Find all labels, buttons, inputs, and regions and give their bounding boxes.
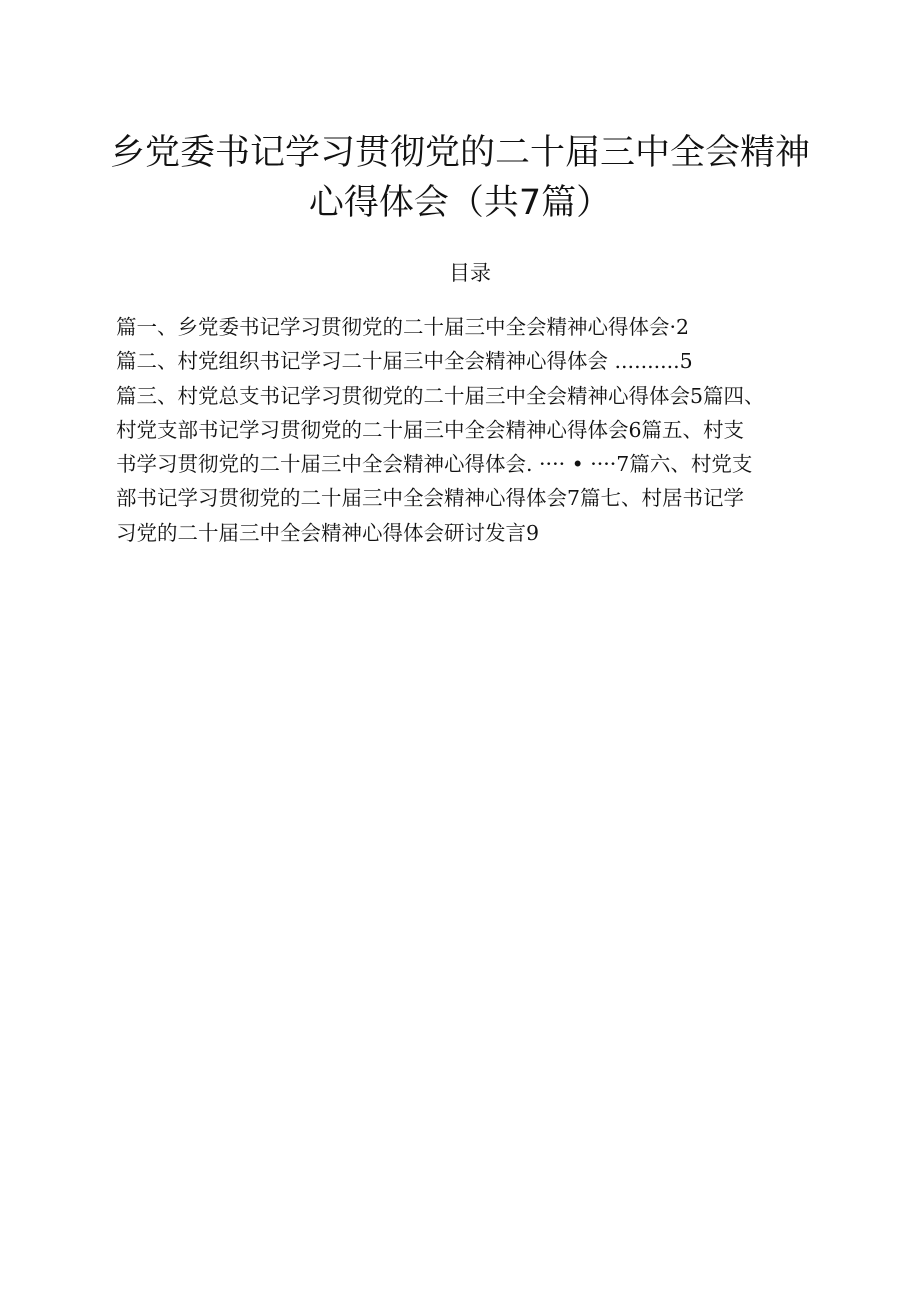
toc-line-7: 习党的二十届三中全会精神心得体会研讨发言9 xyxy=(116,520,540,545)
title-line-2: 心得体会（共7篇） xyxy=(308,183,612,223)
toc-line-4: 村党支部书记学习贯彻党的二十届三中全会精神心得体会6篇五、村支 xyxy=(116,417,745,442)
table-of-contents xyxy=(116,310,836,550)
document-title xyxy=(0,128,920,228)
toc-line-2: 篇二、村党组织书记学习二十届三中全会精神心得体会 ..........5 xyxy=(116,349,693,374)
toc-line-6: 部书记学习贯彻党的二十届三中全会精神心得体会7篇七、村居书记学 xyxy=(116,486,745,511)
toc-line-3: 篇三、村党总支书记学习贯彻党的二十届三中全会精神心得体会5篇四、 xyxy=(116,383,765,408)
toc-heading: 目录 xyxy=(449,261,491,285)
title-line-1: 乡党委书记学习贯彻党的二十届三中全会精神 xyxy=(109,133,810,173)
toc-line-5: 书学习贯彻党的二十届三中全会精神心得体会. ···· • ····7篇六、村党支 xyxy=(116,452,753,477)
toc-line-1: 篇一、乡党委书记学习贯彻党的二十届三中全会精神心得体会·2 xyxy=(116,315,690,339)
